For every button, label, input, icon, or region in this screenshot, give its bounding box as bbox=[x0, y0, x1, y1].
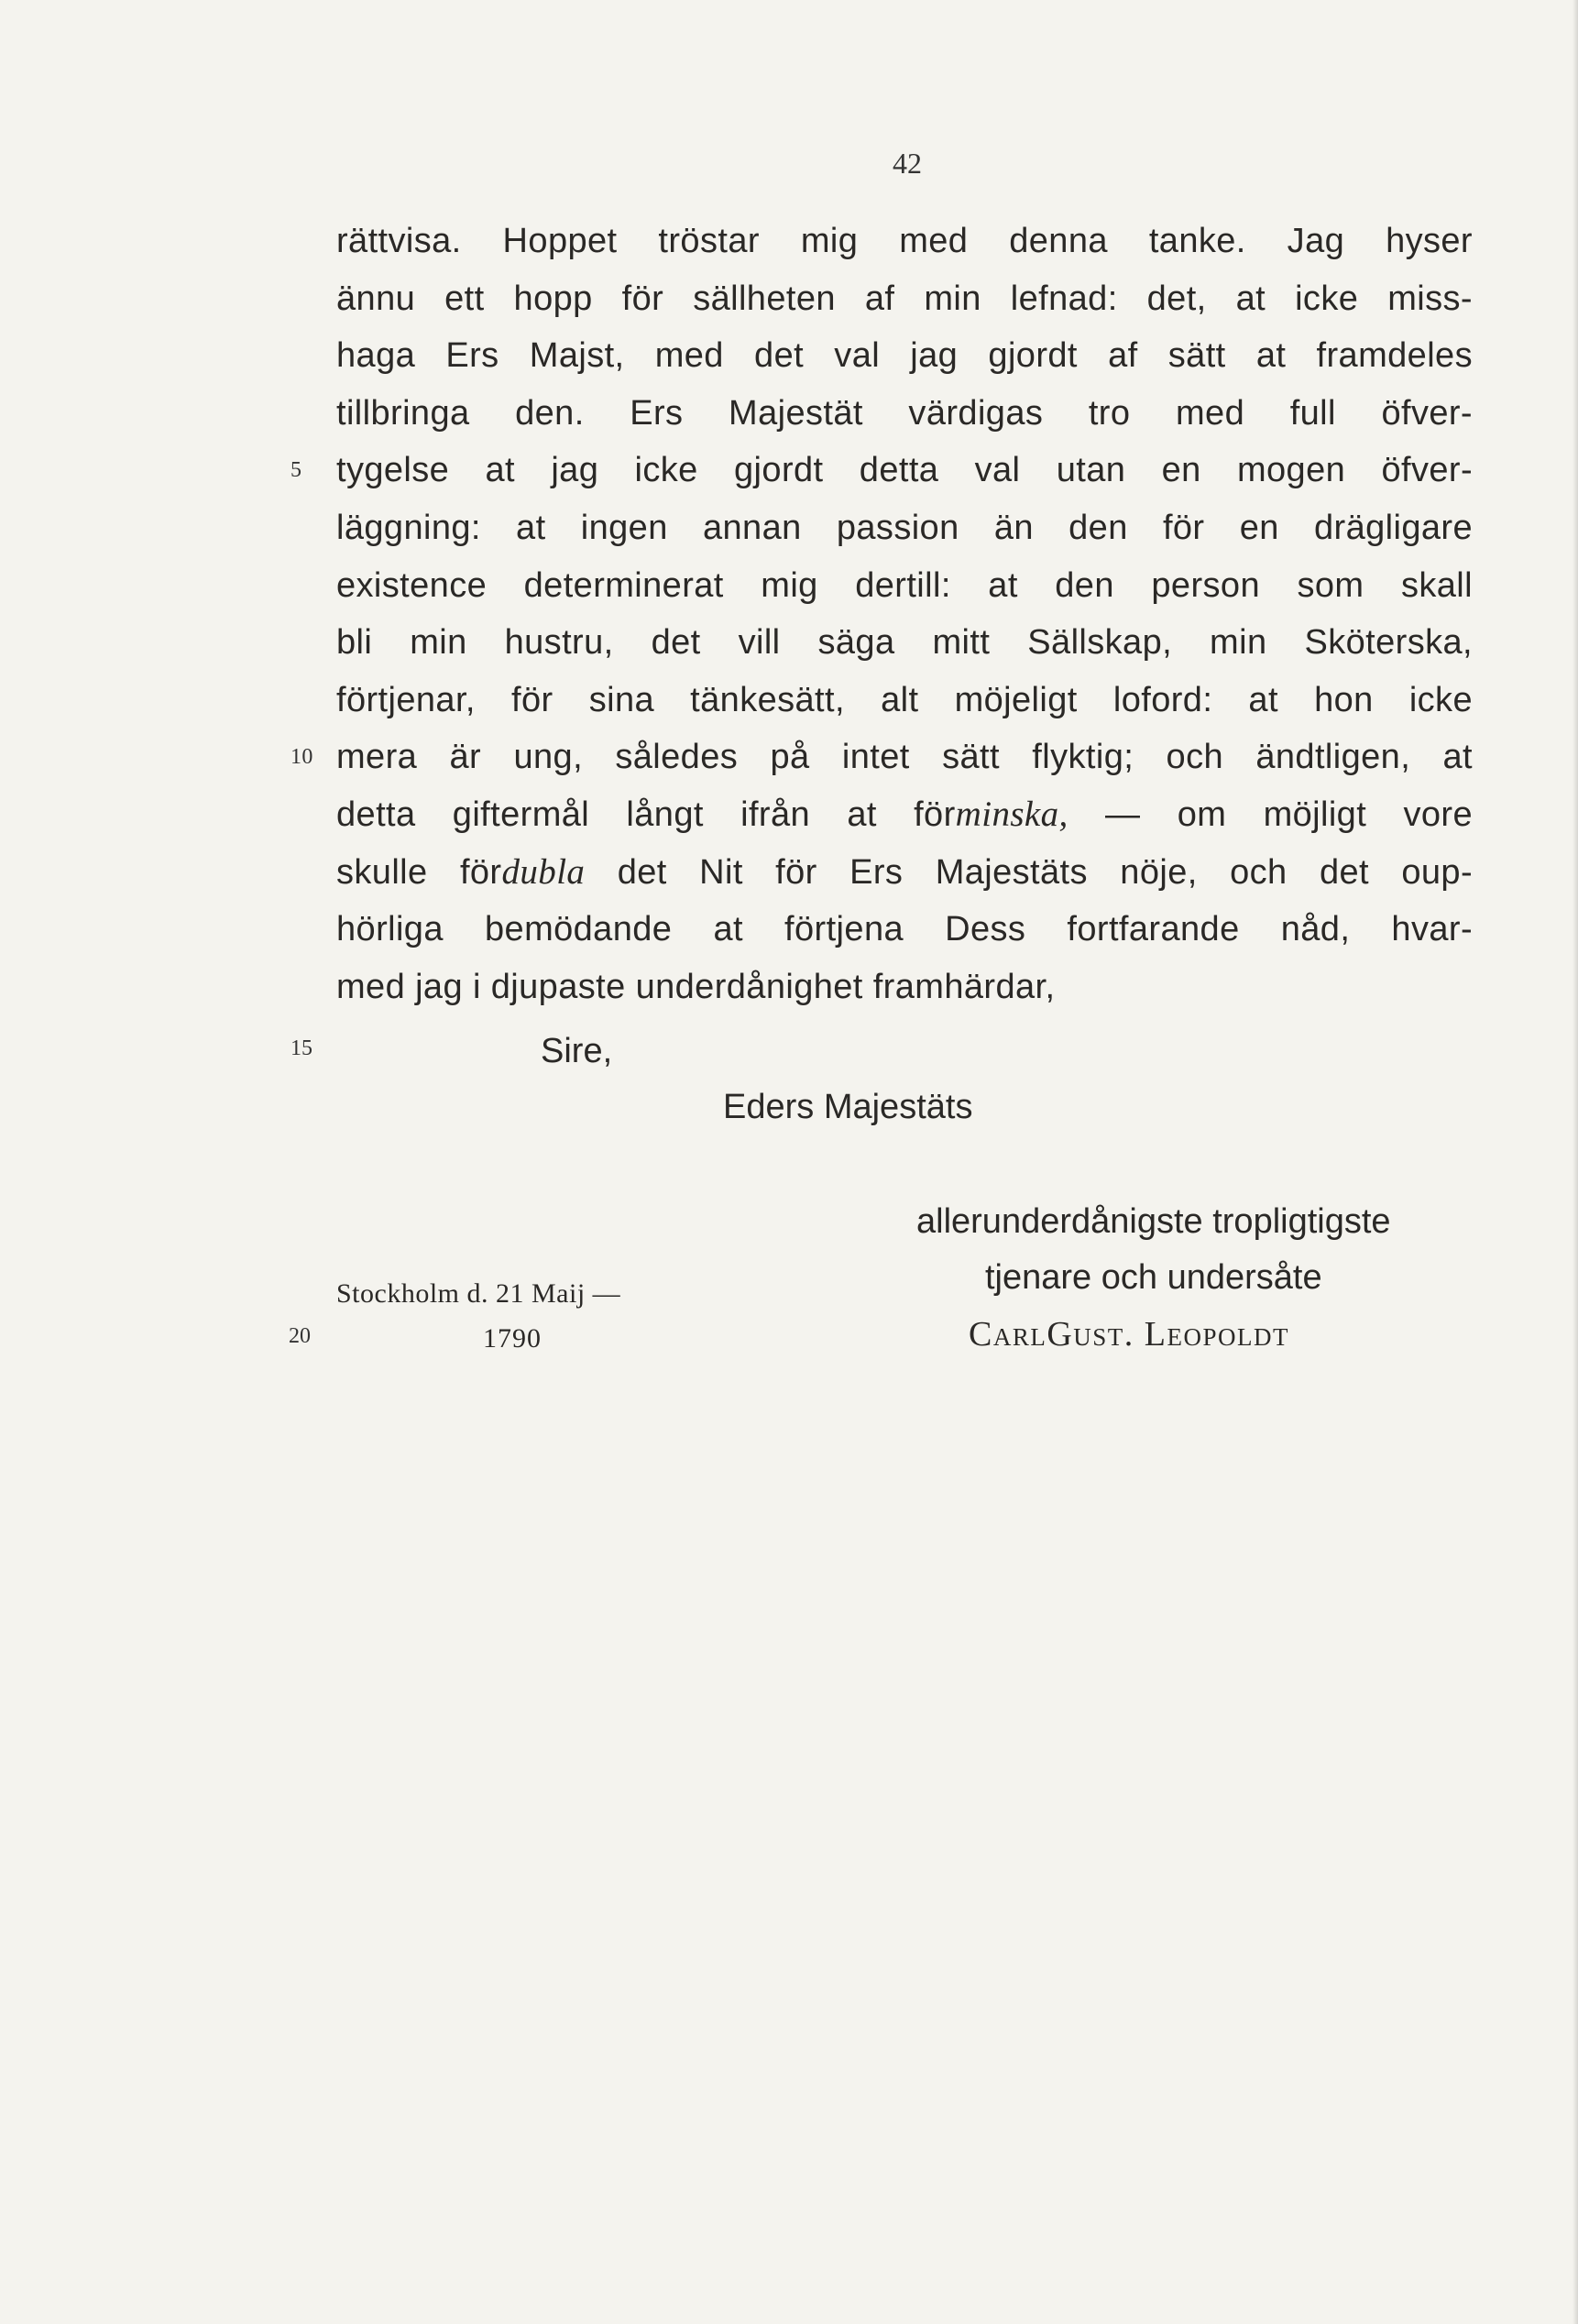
text-line: ännu ett hopp för sällheten af min lefnad: det, at icke miss- bbox=[336, 279, 1473, 318]
text-line: skulle fördubla det Nit för Ers Majestäts nöje, och det oup- bbox=[336, 851, 1474, 892]
signature: CarlGust. Leopoldt bbox=[969, 1315, 1289, 1354]
text-line: existence determinerat mig dertill: at den person som skall bbox=[336, 565, 1473, 605]
text-line: bli min hustru, det vill säga mitt Sällskap, min Sköterska, bbox=[336, 623, 1473, 663]
italic-emphasis: minska, bbox=[955, 794, 1068, 834]
text-line: 10 mera är ung, således på intet sätt flyktig; och ändtligen, at bbox=[336, 729, 1473, 786]
letter-body bbox=[290, 213, 1474, 1015]
line-number: 5 bbox=[290, 458, 302, 483]
text-line: haga Ers Majst, med det val jag gjordt af sätt at framdeles bbox=[336, 336, 1473, 376]
salutation-eders: Eders Majestäts bbox=[723, 1088, 973, 1126]
line-number: 20 bbox=[289, 1324, 311, 1348]
text-line: tillbringa den. Ers Majestät värdigas tro med full öfver- bbox=[336, 393, 1473, 433]
closing-line-1: allerunderdånigste tropligtigste bbox=[916, 1202, 1391, 1241]
line-number: 15 bbox=[290, 1036, 312, 1060]
text-line: detta giftermål långt ifrån at förminska, — om möjligt vore bbox=[336, 794, 1473, 834]
closing-line-2: tjenare och undersåte bbox=[985, 1258, 1322, 1297]
salutation-sire: Sire, bbox=[541, 1032, 613, 1070]
text-line: med jag i djupaste underdånighet framhärdar, bbox=[336, 967, 1056, 1006]
text-line: 5 tygelse at jag icke gjordt detta val utan en mogen öfver- bbox=[336, 442, 1473, 499]
text-line: läggning: at ingen annan passion än den för en drägligare bbox=[336, 508, 1473, 547]
italic-emphasis: dubla bbox=[501, 851, 586, 892]
text-line: hörliga bemödande at förtjena Dess fortfarande nåd, hvar- bbox=[336, 910, 1473, 949]
page-number: 42 bbox=[893, 147, 922, 180]
place-date: Stockholm d. 21 Maij — bbox=[336, 1278, 621, 1309]
year: 1790 bbox=[483, 1323, 542, 1354]
text-line: rättvisa. Hoppet tröstar mig med denna tanke. Jag hyser bbox=[336, 222, 1473, 260]
line-number: 10 bbox=[290, 745, 313, 770]
text-line: förtjenar, för sina tänkesätt, alt möjeligt loford: at hon icke bbox=[336, 680, 1473, 719]
page-edge-shadow bbox=[1573, 0, 1578, 2324]
